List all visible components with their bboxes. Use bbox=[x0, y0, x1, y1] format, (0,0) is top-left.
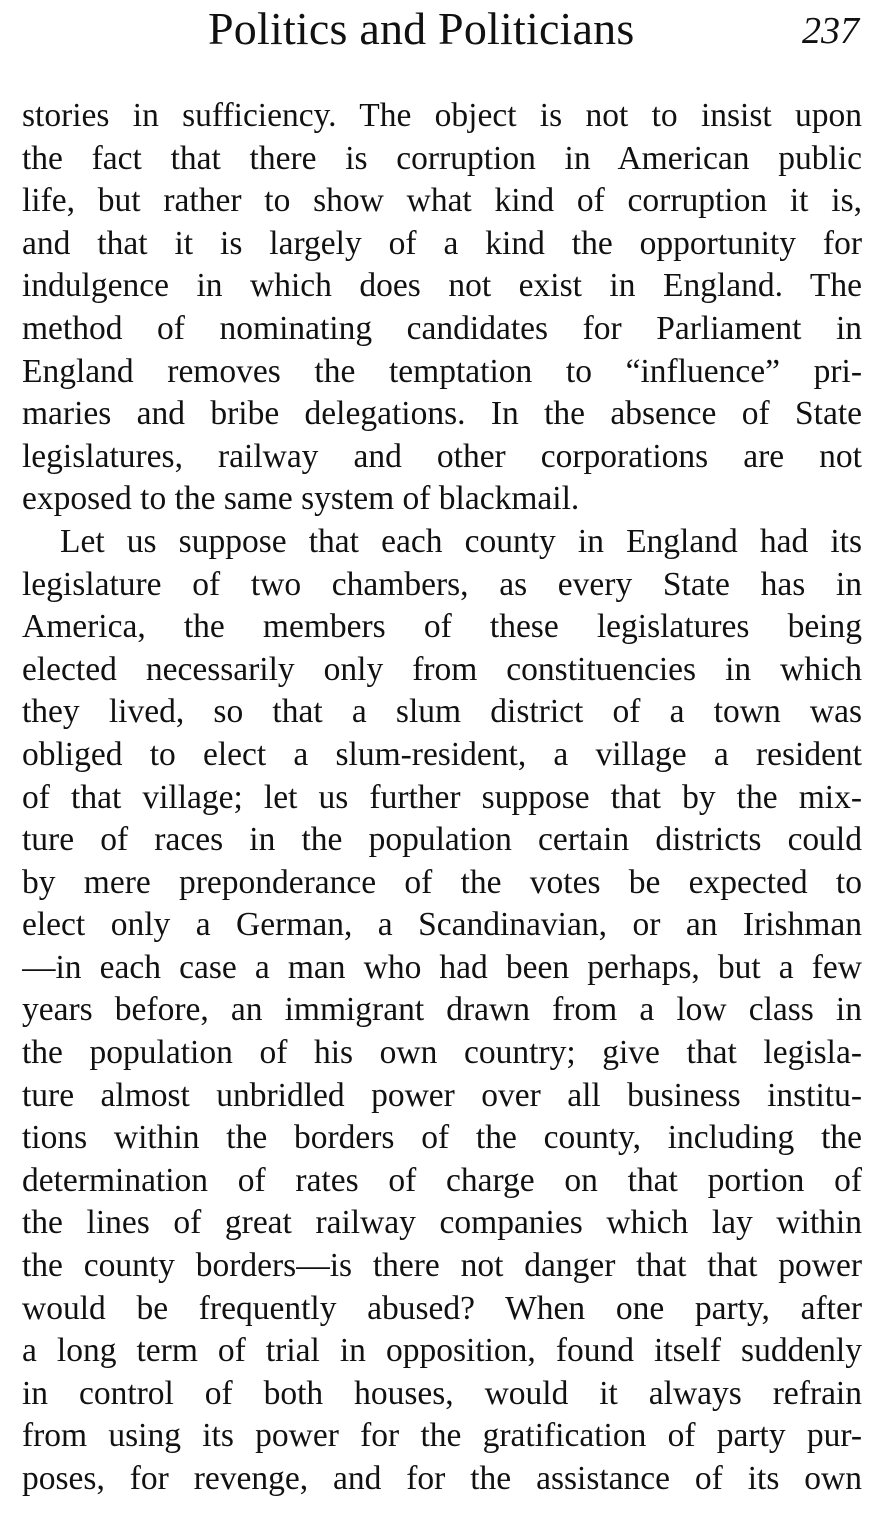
text-line: ture almost unbridled power over all business institu- bbox=[22, 1076, 862, 1114]
page-number: 237 bbox=[802, 10, 859, 52]
text-line: ture of races in the population certain districts could bbox=[22, 821, 862, 859]
text-line: England removes the temptation to “influence” pri- bbox=[22, 352, 862, 390]
text-line: legislatures, railway and other corporations are not bbox=[22, 437, 862, 475]
text-line: the county borders—is there not danger that that power bbox=[22, 1247, 862, 1285]
text-line: method of nominating candidates for Parliament in bbox=[22, 309, 862, 347]
text-line: tions within the borders of the county, including the bbox=[22, 1119, 862, 1157]
text-line: the population of his own country; give that legisla- bbox=[22, 1034, 862, 1072]
text-line: they lived, so that a slum district of a town was bbox=[22, 693, 862, 731]
running-head bbox=[0, 0, 887, 60]
text-line: poses, for revenge, and for the assistance of its own bbox=[22, 1460, 862, 1497]
text-line: life, but rather to show what kind of corruption it is, bbox=[22, 182, 862, 220]
text-line: —in each case a man who had been perhaps, but a few bbox=[22, 948, 862, 986]
text-line: obliged to elect a slum-resident, a village a resident bbox=[22, 735, 862, 773]
text-line: in control of both houses, would it always refrain bbox=[22, 1374, 862, 1412]
text-line: elect only a German, a Scandinavian, or an Irishman bbox=[22, 906, 862, 944]
body-text bbox=[22, 95, 862, 1501]
text-line: elected necessarily only from constituencies in which bbox=[22, 650, 862, 688]
text-line: and that it is largely of a kind the opportunity for bbox=[22, 224, 862, 262]
running-title: Politics and Politicians bbox=[208, 3, 635, 54]
text-line: the fact that there is corruption in American public bbox=[22, 139, 862, 177]
text-line: stories in sufficiency. The object is not to insist upon bbox=[22, 97, 862, 134]
text-line: by mere preponderance of the votes be expected to bbox=[22, 863, 862, 901]
text-line: from using its power for the gratification of party pur- bbox=[22, 1417, 862, 1455]
text-line: America, the members of these legislatures being bbox=[22, 608, 862, 646]
paragraph-2 bbox=[22, 521, 862, 1501]
text-line: legislature of two chambers, as every State has in bbox=[22, 565, 862, 603]
text-line: determination of rates of charge on that portion of bbox=[22, 1161, 862, 1199]
text-line: maries and bribe delegations. In the absence of State bbox=[22, 395, 862, 433]
text-line: a long term of trial in opposition, found itself suddenly bbox=[22, 1332, 862, 1370]
text-line: of that village; let us further suppose that by the mix- bbox=[22, 778, 862, 816]
text-line: years before, an immigrant drawn from a low class in bbox=[22, 991, 862, 1029]
paragraph-1 bbox=[22, 95, 862, 521]
text-line: would be frequently abused? When one party, after bbox=[22, 1289, 862, 1327]
text-line: Let us suppose that each county in England had its bbox=[60, 522, 862, 560]
text-line: the lines of great railway companies which lay within bbox=[22, 1204, 862, 1242]
text-line: indulgence in which does not exist in England. The bbox=[22, 267, 862, 305]
text-line: exposed to the same system of blackmail. bbox=[22, 480, 580, 518]
